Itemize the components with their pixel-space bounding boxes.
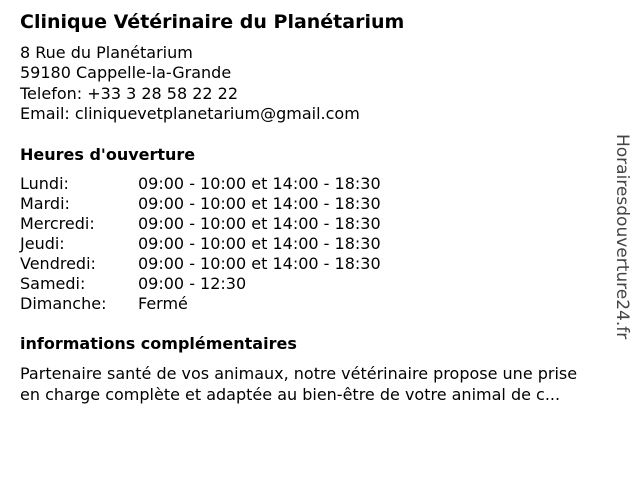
info-line-1: Partenaire santé de vos animaux, notre vétérinaire propose une prise xyxy=(20,364,578,383)
time-value: Fermé xyxy=(138,294,188,313)
day-label: Samedi: xyxy=(20,274,86,293)
info-line-2: en charge complète et adaptée au bien-être de votre animal de c... xyxy=(20,384,561,404)
time-value: 09:00 - 10:00 et 14:00 - 18:30 xyxy=(138,254,381,273)
hours-row-wednesday xyxy=(20,214,381,234)
time-value: 09:00 - 12:30 xyxy=(138,274,247,293)
day-label: Vendredi: xyxy=(20,254,96,273)
email-address: Email: cliniquevetplanetarium@gmail.com xyxy=(20,103,360,123)
hours-row-sunday xyxy=(20,294,381,314)
street-address: 8 Rue du Planétarium xyxy=(20,43,193,62)
hours-row-tuesday xyxy=(20,194,381,214)
day-label: Mercredi: xyxy=(20,214,95,233)
hours-row-monday xyxy=(20,174,381,194)
site-watermark: Horairesdouverture24.fr xyxy=(612,134,632,340)
hours-row-thursday xyxy=(20,234,381,254)
info-heading: informations complémentaires xyxy=(20,334,297,353)
time-value: 09:00 - 10:00 et 14:00 - 18:30 xyxy=(138,234,381,253)
info-description xyxy=(20,364,620,405)
hours-row-saturday xyxy=(20,274,381,294)
clinic-name: Clinique Vétérinaire du Planétarium xyxy=(20,11,405,33)
hours-list xyxy=(20,174,381,314)
time-value: 09:00 - 10:00 et 14:00 - 18:30 xyxy=(138,174,381,193)
time-value: 09:00 - 10:00 et 14:00 - 18:30 xyxy=(138,194,381,213)
city-address: 59180 Cappelle-la-Grande xyxy=(20,63,232,83)
day-label: Dimanche: xyxy=(20,294,107,313)
phone-number: Telefon: +33 3 28 58 22 22 xyxy=(20,83,239,103)
day-label: Lundi: xyxy=(20,174,69,193)
contact-block xyxy=(20,43,360,124)
hours-heading: Heures d'ouverture xyxy=(20,145,196,164)
day-label: Mardi: xyxy=(20,194,70,213)
hours-row-friday xyxy=(20,254,381,274)
day-label: Jeudi: xyxy=(20,234,65,253)
time-value: 09:00 - 10:00 et 14:00 - 18:30 xyxy=(138,214,381,233)
